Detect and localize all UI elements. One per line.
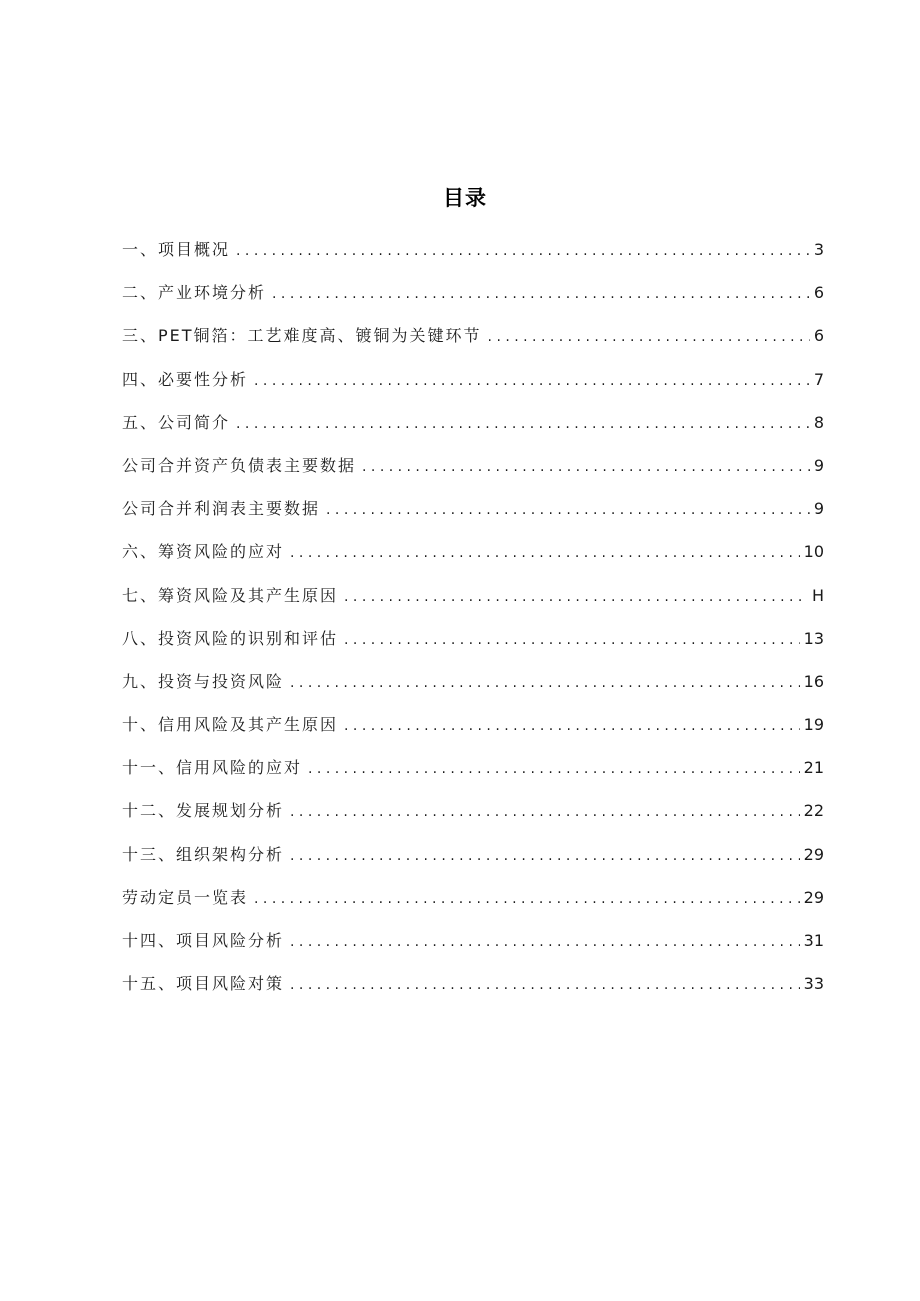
toc-page-number: 19 — [803, 715, 824, 735]
toc-entry[interactable] — [122, 751, 824, 794]
table-of-contents — [122, 233, 824, 1010]
toc-page-number: 9 — [813, 499, 824, 519]
toc-page-number: 8 — [813, 412, 824, 432]
toc-entry[interactable] — [122, 665, 824, 708]
toc-entry-label: 公司合并资产负债表主要数据 — [122, 455, 357, 475]
toc-entry[interactable] — [122, 838, 824, 881]
toc-page-number: 33 — [803, 974, 824, 994]
toc-dot-leader — [290, 536, 800, 570]
toc-dot-leader — [236, 407, 810, 441]
toc-entry-label: 劳动定员一览表 — [122, 887, 249, 907]
toc-dot-leader — [290, 968, 800, 1002]
toc-page-number: 6 — [813, 283, 824, 303]
toc-entry-label: 五、公司简介 — [122, 412, 231, 432]
toc-entry-label: 十四、项目风险分析 — [122, 931, 285, 950]
toc-dot-leader — [308, 752, 800, 786]
toc-entry-label: 十五、项目风险对策 — [122, 974, 285, 994]
toc-entry-label: 九、投资与投资风险 — [122, 671, 285, 691]
toc-entry[interactable] — [122, 233, 824, 276]
toc-page-number: 29 — [803, 844, 824, 864]
toc-entry[interactable] — [122, 881, 824, 924]
toc-dot-leader — [344, 623, 800, 657]
toc-dot-leader — [254, 364, 810, 398]
toc-dot-leader — [488, 320, 810, 354]
toc-page-number: 9 — [813, 455, 824, 475]
toc-dot-leader — [290, 839, 800, 873]
toc-dot-leader — [272, 277, 810, 311]
toc-entry-label: 八、投资风险的识别和评估 — [122, 628, 339, 648]
toc-entry[interactable] — [122, 924, 824, 967]
toc-entry[interactable] — [122, 492, 824, 535]
toc-dot-leader — [362, 450, 810, 484]
toc-page-number: 21 — [803, 758, 824, 778]
toc-page-number: H — [811, 585, 824, 605]
toc-page-number: 29 — [803, 887, 824, 907]
toc-dot-leader — [326, 493, 810, 527]
toc-entry-label: 七、筹资风险及其产生原因 — [122, 585, 339, 605]
toc-entry[interactable] — [122, 319, 824, 362]
toc-dot-leader — [290, 925, 800, 959]
toc-entry-label: 三、PET铜箔：工艺难度高、镀铜为关键环节 — [122, 326, 482, 346]
toc-entry-label: 六、筹资风险的应对 — [122, 542, 285, 562]
toc-page-number: 10 — [803, 542, 824, 562]
toc-entry-label: 一、项目概况 — [122, 240, 231, 259]
toc-entry-label: 十三、组织架构分析 — [122, 844, 285, 864]
toc-dot-leader — [290, 666, 800, 700]
toc-entry-label: 十、信用风险及其产生原因 — [122, 715, 339, 735]
toc-entry-label: 公司合并利润表主要数据 — [122, 499, 321, 519]
toc-entry[interactable] — [122, 363, 824, 406]
toc-entry-label: 四、必要性分析 — [122, 369, 249, 389]
toc-page-number: 31 — [803, 931, 824, 950]
toc-dot-leader — [344, 580, 808, 614]
toc-page-number: 16 — [803, 671, 824, 691]
toc-entry[interactable] — [122, 449, 824, 492]
toc-entry[interactable] — [122, 276, 824, 319]
toc-dot-leader — [290, 795, 800, 829]
toc-dot-leader — [254, 882, 800, 916]
toc-entry[interactable] — [122, 622, 824, 665]
toc-page-number: 7 — [813, 369, 824, 389]
toc-page-number: 13 — [803, 628, 824, 648]
page-title: 目录 — [443, 186, 487, 210]
toc-entry[interactable] — [122, 406, 824, 449]
toc-entry-label: 十二、发展规划分析 — [122, 801, 285, 821]
toc-entry-label: 二、产业环境分析 — [122, 283, 267, 303]
toc-page-number: 22 — [803, 801, 824, 821]
toc-entry-label: 十一、信用风险的应对 — [122, 758, 303, 778]
toc-entry[interactable] — [122, 967, 824, 1010]
toc-page-number: 3 — [813, 240, 824, 259]
toc-entry[interactable] — [122, 535, 824, 578]
toc-entry[interactable] — [122, 794, 824, 837]
toc-page-number: 6 — [813, 326, 824, 346]
toc-entry[interactable] — [122, 579, 824, 622]
toc-dot-leader — [236, 234, 810, 268]
toc-dot-leader — [344, 709, 800, 743]
toc-entry[interactable] — [122, 708, 824, 751]
